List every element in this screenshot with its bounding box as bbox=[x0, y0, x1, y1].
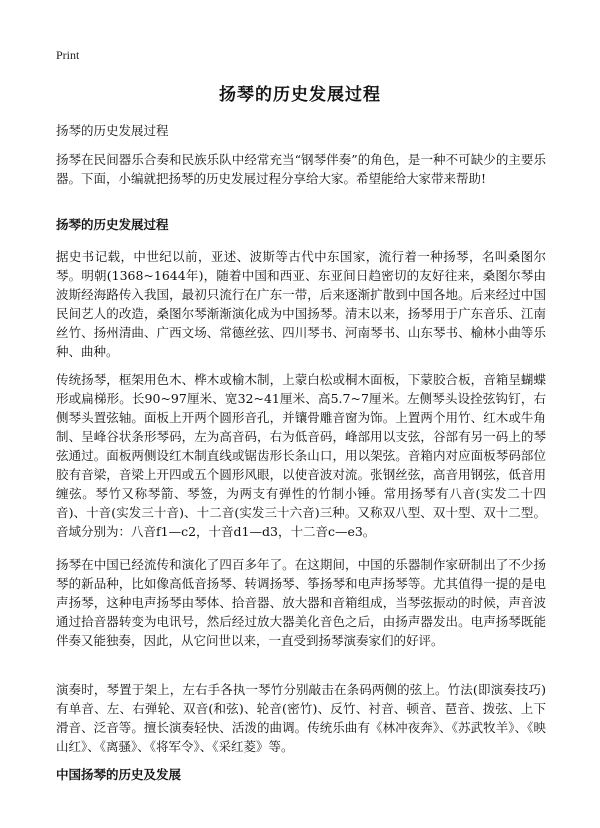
paragraph-development: 扬琴在中国已经流传和演化了四百多年了。在这期间，中国的乐器制作家研制出了不少扬琴的新品种，比如像高低音扬琴、转调扬琴、筝扬琴和电声扬琴等。尤其值得一提的是电声扬琴，这种电声扬琴由琴体、拾音器、放大器和音箱组成，当琴弦振动的时候，声音波通过拾音器转变为电讯号，然后经过放大器美化音色之后，由扬声器发出。电声扬琴既能伴奏又能独奏，因此，从它问世以来，一直受到扬琴演奏家们的好评。 bbox=[56, 557, 546, 648]
print-link[interactable]: Print bbox=[56, 48, 80, 62]
document-subtitle: 扬琴的历史发展过程 bbox=[56, 123, 169, 138]
paragraph-performance: 演奏时，琴置于架上，左右手各执一琴竹分别敲击在条码两侧的弦上。竹法(即演奏技巧)有单音、左、右弹轮、双音(和弦)、轮音(密竹)、反竹、衬音、顿音、琶音、拨弦、上下滑音、泛音等。擅长演奏轻快、活泼的曲调。传统乐曲有《林冲夜奔》、《苏武牧羊》、《映山红》、《离骚》、《将军令》、《采红菱》等。 bbox=[56, 682, 546, 754]
paragraph-structure: 传统扬琴，框架用色木、桦木或榆木制，上蒙白松或桐木面板，下蒙胶合板，音箱呈蝴蝶形或扁梯形。长90~97厘米、宽32~41厘米、高5.7~7厘米。左侧琴头设拴弦钩钉，右侧琴头置弦轴。面板上开两个圆形音孔，并镶骨雕音窗为饰。上置两个用竹、红木或牛角制、呈峰谷状条形琴码，左为高音码，右为低音码，峰部用以支弦，谷部有另一码上的琴弦通过。面板两侧设红木制直线或锯齿形长条山口，用以架弦。音箱内对应面板琴码部位胶有音梁，音梁上开四或五个圆形风眼，以使音波对流。张钢丝弦，高音用钢弦，低音用缠弦。琴竹又称琴箭、琴签，为两支有弹性的竹制小锤。常用扬琴有八音(实发二十四音)、十音(实发三十音)、十二音(实发三十六音)三种。又称双八型、双十型、双十二型。音域分别为：八音f1—c2，十音d1—d3，十二音c—e3。 bbox=[56, 372, 546, 539]
document-title: 扬琴的历史发展过程 bbox=[219, 85, 381, 105]
intro-paragraph: 扬琴在民间器乐合奏和民族乐队中经常充当“钢琴伴奏”的角色，是一种不可缺少的主要乐器。下面，小编就把扬琴的历史发展过程分享给大家。希望能给大家带来帮助! bbox=[56, 152, 546, 186]
paragraph-origin: 据史书记载，中世纪以前，亚述、波斯等古代中东国家，流行着一种扬琴，名叫桑图尔琴。明朝(1368~1644年)，随着中国和西亚、东亚间日趋密切的友好往来，桑图尔琴由波斯经海路传入我国，最初只流行在广东一带，后来逐渐扩散到中国各地。后来经过中国民间艺人的改造，桑图尔琴渐渐演化成为中国扬琴。清末以来，扬琴用于广东音乐、江南丝竹、扬州清曲、广西文场、常德丝弦、四川琴书、河南琴书、山东琴书、榆林小曲等乐种、曲种。 bbox=[56, 249, 546, 359]
section-heading-china-history: 中国扬琴的历史及发展 bbox=[56, 767, 182, 782]
section-heading-history: 扬琴的历史发展过程 bbox=[56, 217, 169, 232]
